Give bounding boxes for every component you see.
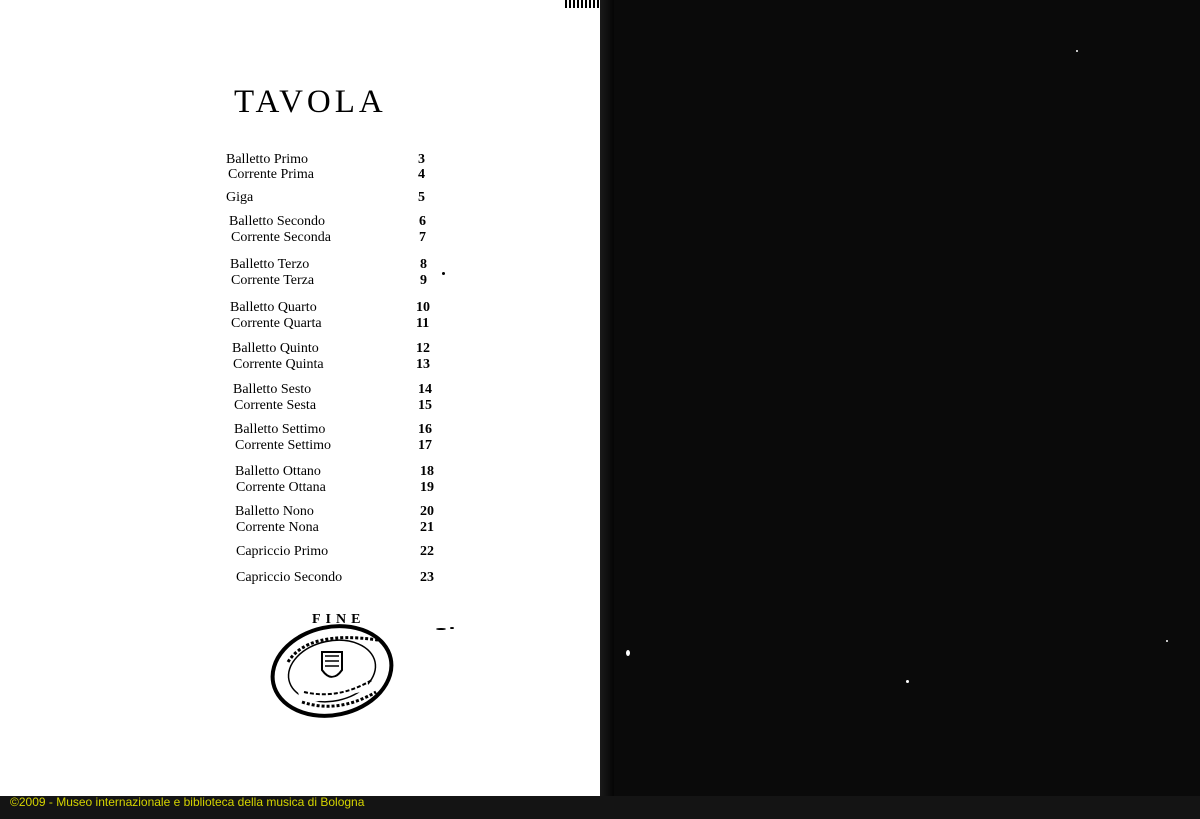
- toc-entry-title: Balletto Primo: [226, 152, 309, 167]
- toc-entry-page-number: 23: [420, 570, 434, 585]
- ink-speck: [442, 272, 445, 275]
- gutter-shadow: [600, 0, 614, 800]
- toc-entry-title: Corrente Sesta: [234, 398, 317, 413]
- toc-entry-title: Balletto Settimo: [234, 422, 326, 437]
- toc-entry-title: Balletto Secondo: [229, 214, 326, 229]
- toc-entry-page-number: 16: [418, 422, 432, 437]
- toc-entry-title: Corrente Settimo: [235, 438, 332, 453]
- toc-entry-page-number: 10: [416, 300, 430, 315]
- toc-entry-title: Balletto Terzo: [230, 257, 310, 272]
- toc-entry-title: Balletto Nono: [235, 504, 314, 519]
- toc-entry-page-number: 17: [418, 438, 432, 453]
- toc-entry-title: Giga: [226, 190, 254, 205]
- toc-entry-page-number: 18: [420, 464, 434, 479]
- toc-entry-title: Corrente Terza: [231, 273, 315, 288]
- toc-entry-title: Balletto Sesto: [233, 382, 312, 397]
- page-title: TAVOLA: [234, 84, 387, 120]
- toc-entry-title: Capriccio Primo: [236, 544, 329, 559]
- toc-entry-page-number: 22: [420, 544, 434, 559]
- toc-entry-page-number: 12: [416, 341, 430, 356]
- dust-speck: [906, 680, 909, 683]
- ink-speck: [450, 627, 454, 629]
- toc-entry-title: Balletto Ottano: [235, 464, 321, 479]
- toc-entry-title: Capriccio Secondo: [236, 570, 343, 585]
- toc-entry-title: Balletto Quarto: [230, 300, 317, 315]
- toc-entry-title: Corrente Quinta: [233, 357, 324, 372]
- toc-entry-page-number: 19: [420, 480, 434, 495]
- toc-entry-page-number: 11: [416, 316, 430, 331]
- toc-entry-page-number: 9: [420, 273, 427, 288]
- right-page-dark: [606, 0, 1200, 800]
- copyright-footer: ©2009 - Museo internazionale e biblioteca della musica di Bologna: [10, 795, 365, 809]
- toc-entry-title: Corrente Ottana: [236, 480, 326, 495]
- toc-entry-title: Corrente Quarta: [231, 316, 322, 331]
- toc-entry-page-number: 20: [420, 504, 434, 519]
- toc-entry-page-number: 14: [418, 382, 432, 397]
- toc-entry-page-number: 8: [420, 257, 427, 272]
- toc-entry-page-number: 13: [416, 357, 430, 372]
- toc-entry-title: Balletto Quinto: [232, 341, 319, 356]
- dust-speck: [626, 650, 630, 656]
- toc-entry-page-number: 7: [419, 230, 426, 245]
- toc-entry-page-number: 21: [420, 520, 434, 535]
- toc-entry-title: Corrente Seconda: [231, 230, 331, 245]
- toc-entry-title: Corrente Prima: [228, 167, 314, 182]
- toc-entry-page-number: 5: [418, 190, 425, 205]
- toc-entry-page-number: 3: [418, 152, 425, 167]
- ink-speck: [436, 628, 446, 630]
- toc-entry-page-number: 4: [418, 167, 425, 182]
- dust-speck: [1166, 640, 1168, 642]
- toc-entry-page-number: 15: [418, 398, 432, 413]
- library-stamp: [268, 622, 396, 720]
- toc-entry-title: Corrente Nona: [236, 520, 319, 535]
- dust-speck: [1076, 50, 1078, 52]
- left-page: [0, 0, 606, 798]
- end-mark: FINE: [312, 612, 366, 627]
- toc-entry-page-number: 6: [419, 214, 426, 229]
